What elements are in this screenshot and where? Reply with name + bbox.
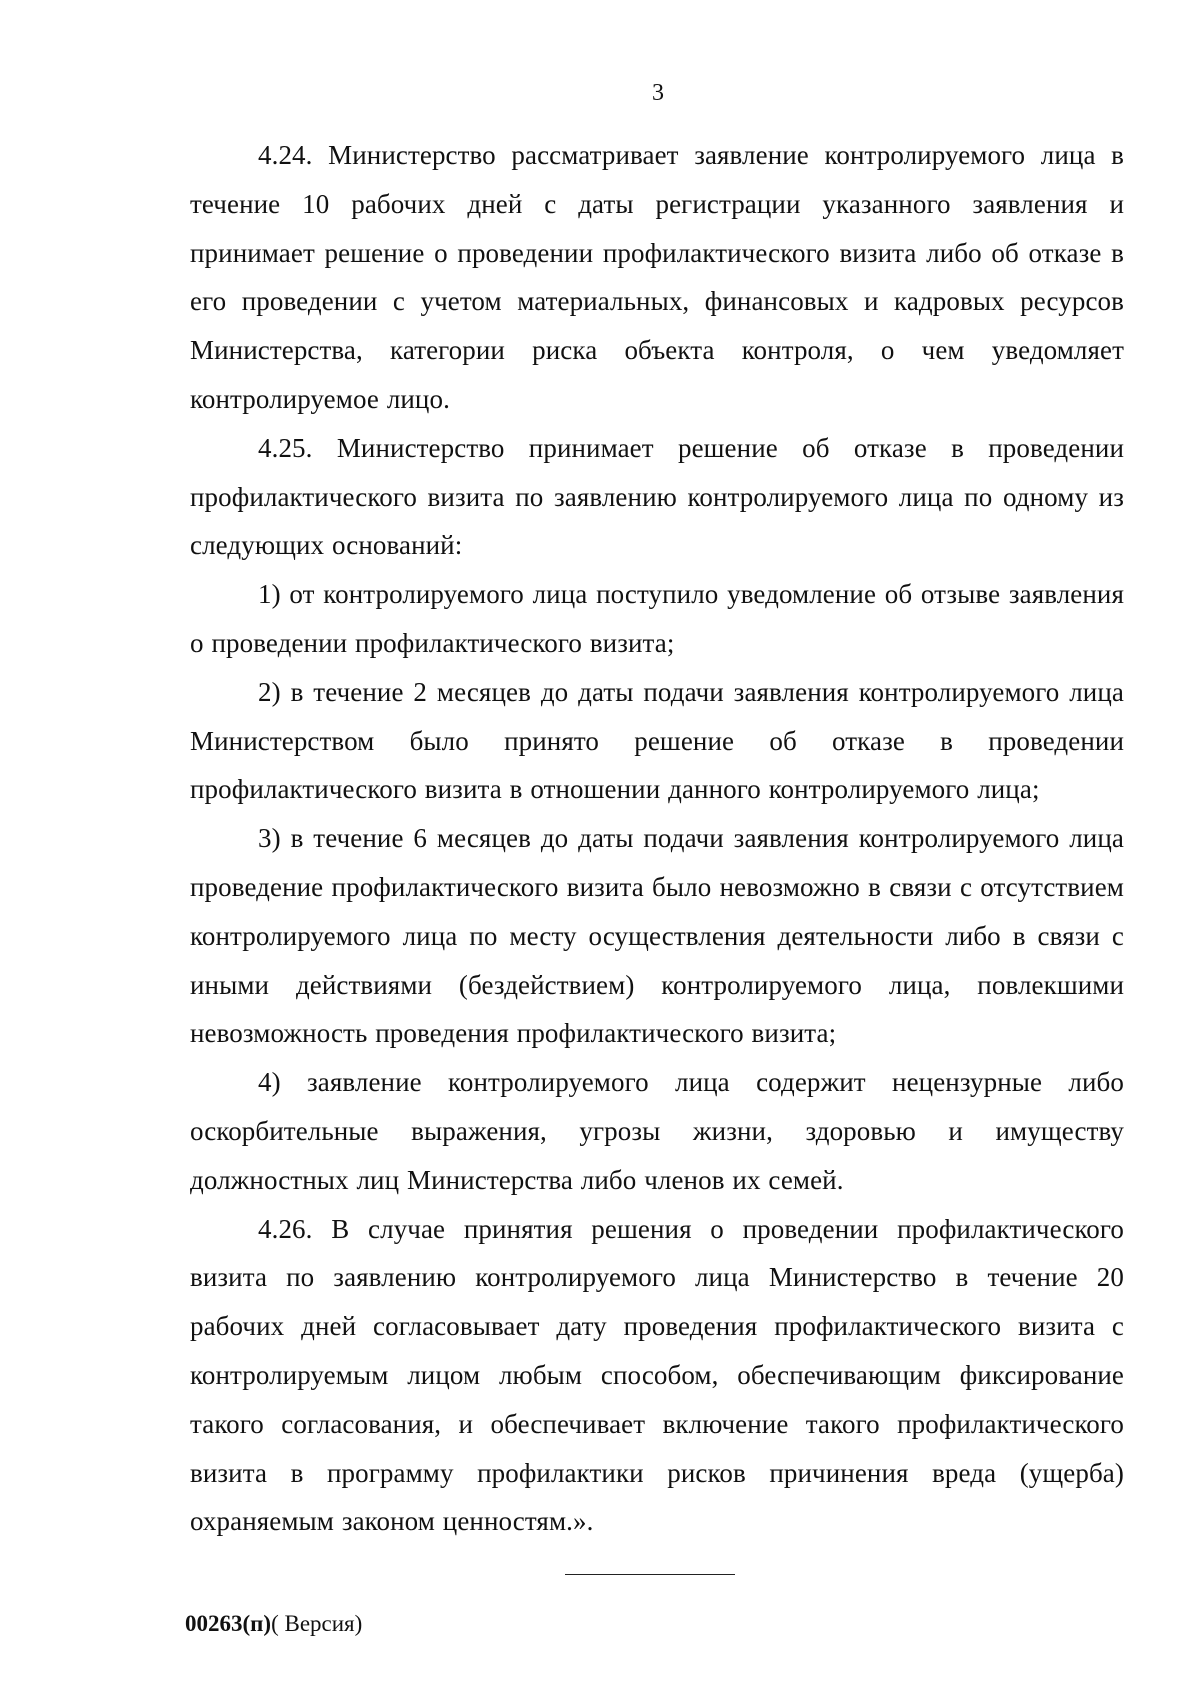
list-item-3: 3) в течение 6 месяцев до даты подачи заявления контролируемого лица проведение профилактического визита было невозможно в связи с отсутствием контролируемого лица по месту осуществления деятельности либо в связи с иными действиями (бездействием) контролируемого лица, повлекшими невозможность проведения профилактического визита; bbox=[190, 823, 1124, 1049]
end-of-text-rule bbox=[565, 1574, 735, 1575]
page-number: 3 bbox=[652, 80, 664, 106]
paragraph-4-25: 4.25. Министерство принимает решение об отказе в проведении профилактического визита по заявлению контролируемого лица по одному из следующих оснований: bbox=[190, 432, 1124, 561]
list-item-4: 4) заявление контролируемого лица содержит нецензурные либо оскорбительные выражения, угрозы жизни, здоровью и имуществу должностных лиц Министерства либо членов их семей. bbox=[190, 1067, 1124, 1195]
document-body bbox=[190, 131, 1124, 1546]
list-item-1: 1) от контролируемого лица поступило уведомление об отзыве заявления о проведении профилактического визита; bbox=[190, 579, 1124, 658]
paragraph-4-26: 4.26. В случае принятия решения о проведении профилактического визита по заявлению контролируемого лица Министерство в течение 20 рабочих дней согласовывает дату проведения профилактического визита с контролируемым лицом любым способом, обеспечивающим фиксирование такого согласования, и обеспечивает включение такого профилактического визита в программу профилактики рисков причинения вреда (ущерба) охраняемым законом ценностям.». bbox=[190, 1213, 1124, 1537]
document-code-number: 00263(п) bbox=[185, 1611, 272, 1636]
list-item-2: 2) в течение 2 месяцев до даты подачи заявления контролируемого лица Министерством было принято решение об отказе в проведении профилактического визита в отношении данного контролируемого лица; bbox=[190, 676, 1124, 805]
document-version-label: ( Версия) bbox=[271, 1611, 363, 1636]
document-code bbox=[185, 1609, 362, 1639]
paragraph-4-24: 4.24. Министерство рассматривает заявление контролируемого лица в течение 10 рабочих дней с даты регистрации указанного заявления и принимает решение о проведении профилактического визита либо об отказе в его проведении с учетом материальных, финансовых и кадровых ресурсов Министерства, категории риска объекта контроля, о чем уведомляет контролируемое лицо. bbox=[190, 140, 1124, 414]
